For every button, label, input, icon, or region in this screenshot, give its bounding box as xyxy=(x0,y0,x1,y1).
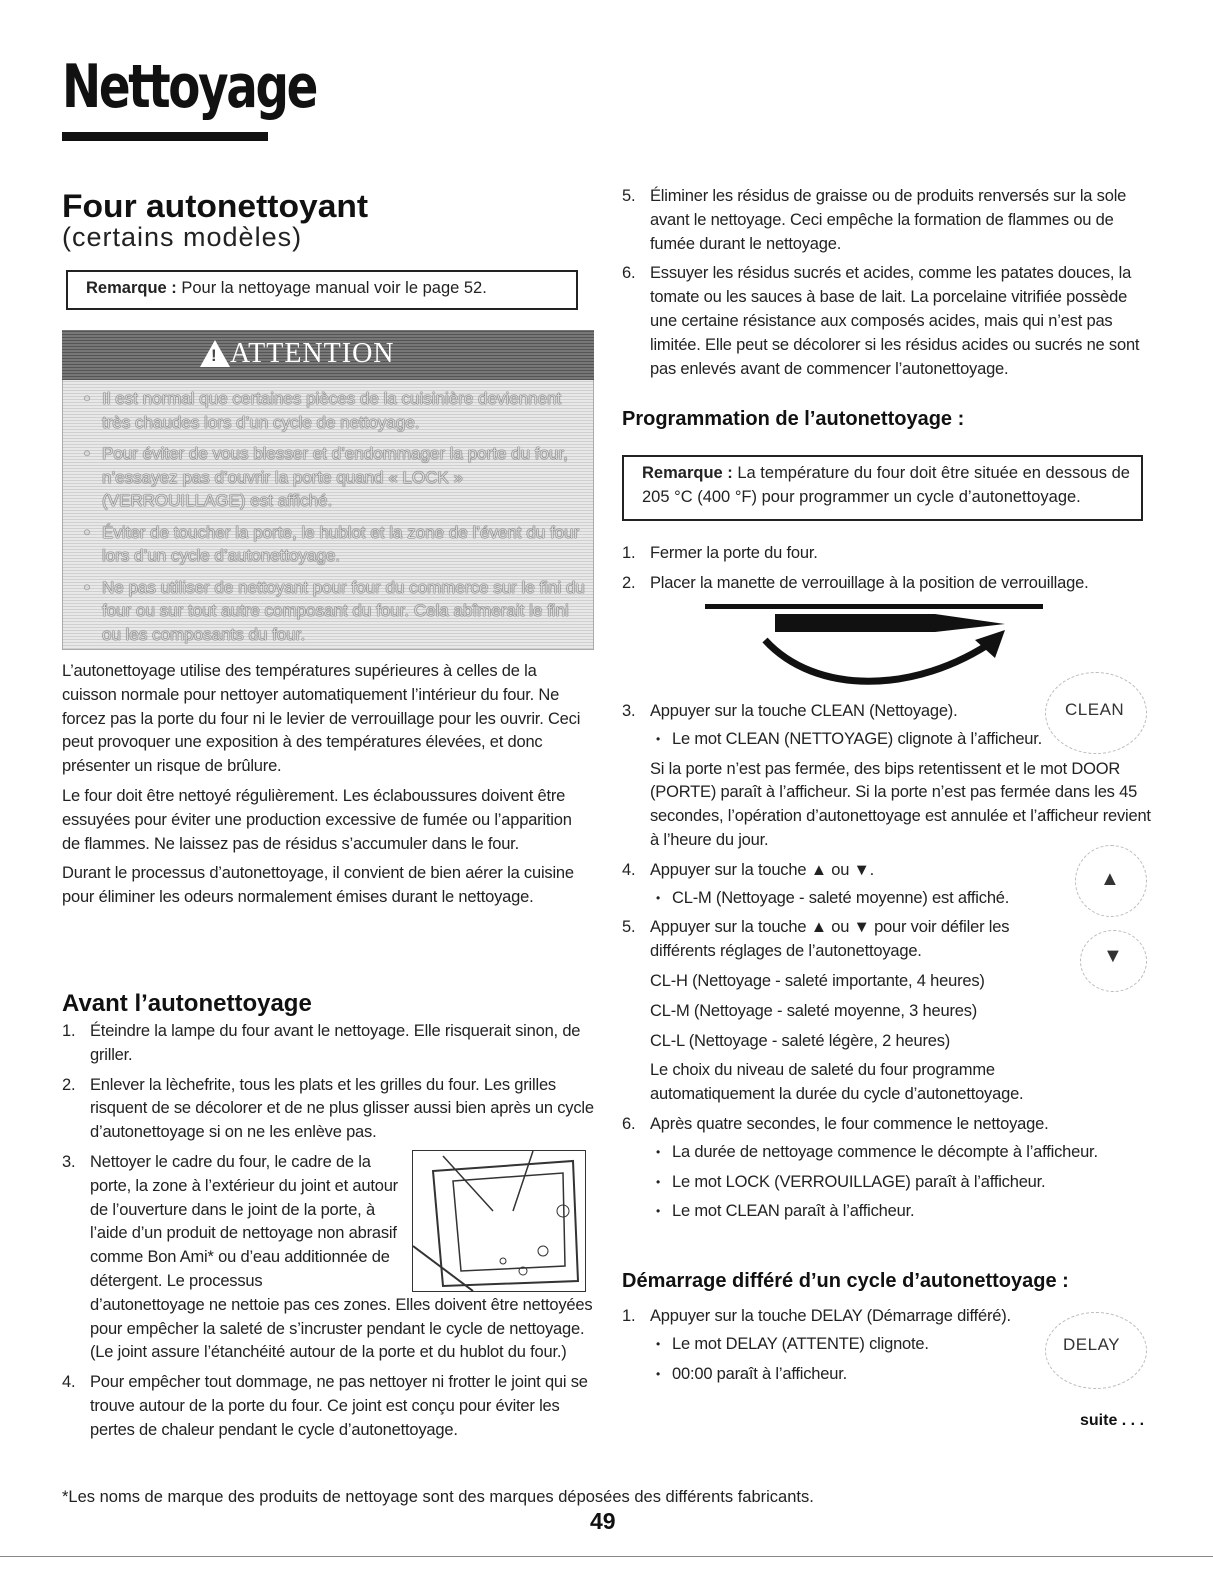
level-item: CL-M (Nettoyage - saleté moyenne, 3 heures) xyxy=(650,1001,978,1020)
step-number: 3. xyxy=(622,702,636,720)
delay-key-label: DELAY xyxy=(1063,1335,1120,1354)
step xyxy=(622,572,1152,596)
avant-heading: Avant l’autonettoyage xyxy=(62,990,312,1017)
prog-steps-1-2 xyxy=(622,542,1152,602)
bullet-item: • Le mot LOCK (VERROUILLAGE) paraît à l’afficheur. xyxy=(650,1171,1152,1195)
level-item: CL-H (Nettoyage - saleté importante, 4 heures) xyxy=(650,971,985,990)
step xyxy=(622,859,1152,911)
down-arrow-icon: ▼ xyxy=(1103,945,1123,967)
step-text: Éteindre la lampe du four avant le nettoyage. Elle risquerait sinon, de griller. xyxy=(90,1022,581,1064)
step xyxy=(62,1371,594,1442)
bullet-item: • Le mot CLEAN (NETTOYAGE) clignote à l’afficheur. xyxy=(650,728,1152,752)
step-text: Appuyer sur la touche DELAY (Démarrage différé). xyxy=(650,1307,1011,1325)
step-text: Après quatre secondes, le four commence le nettoyage. xyxy=(650,1114,1049,1133)
note-box xyxy=(66,270,578,310)
attention-item: • Éviter de toucher la porte, le hublot et la zone de l’évent du four lors d’un cycle d’autonettoyage. xyxy=(80,521,590,568)
page-number: 49 xyxy=(590,1508,616,1534)
step-number: 2. xyxy=(622,573,636,592)
attention-list xyxy=(80,387,590,654)
delay-heading: Démarrage différé d’un cycle d’autonettoyage : xyxy=(622,1270,1069,1292)
step-number: 1. xyxy=(622,1307,636,1325)
step-text: Essuyer les résidus sucrés et acides, comme les patates douces, la tomate ou les sauces à base de lait. La porcelaine vitrifiée possède une certaine résistance aux composés acides, mais qui n’est pas limitée. Elle peut se décolorer si les résidus acides ou sucrés ne sont pas enlevés avant de commencer l’autonettoyage. xyxy=(650,264,1140,378)
note-text: Pour la nettoyage manual voir le page 52. xyxy=(176,279,487,297)
attention-item: • Il est normal que certaines pièces de la cuisinière deviennent très chaudes lors d’un cycle de nettoyage. xyxy=(80,387,590,434)
lock-lever-drawing xyxy=(705,600,1045,690)
step-number: 6. xyxy=(622,1114,636,1133)
step xyxy=(622,185,1152,256)
step-number: 5. xyxy=(622,187,636,205)
oven-door-illustration xyxy=(412,1150,586,1292)
title-underline xyxy=(62,132,268,141)
bullet-item: • La durée de nettoyage commence le décompte à l’afficheur. xyxy=(650,1141,1152,1165)
oven-door-drawing xyxy=(413,1151,585,1291)
clean-key-label: CLEAN xyxy=(1065,700,1125,719)
step-text: Éliminer les résidus de graisse ou de produits renversés sur la sole avant le nettoyage. Ceci empêche la formation de flammes ou de fumée durant le nettoyage. xyxy=(650,187,1127,253)
step-number: 3. xyxy=(62,1152,76,1171)
step-number: 1. xyxy=(62,1022,76,1040)
step-number: 5. xyxy=(622,918,636,937)
attention-item: • Pour éviter de vous blesser et d’endommager la porte du four, n’essayez pas d’ouvrir la porte quand « LOCK » (VERROUILLAGE) est affiché. xyxy=(80,442,590,513)
bullet-item: • CL-M (Nettoyage - saleté moyenne) est affiché. xyxy=(650,887,1152,911)
paragraph: Durant le processus d’autonettoyage, il convient de bien aérer la cuisine pour éliminer les odeurs normalement émises durant le nettoyage. xyxy=(62,864,574,907)
page-title: Nettoyage xyxy=(62,52,317,122)
bullet-item: • Le mot CLEAN paraît à l’afficheur. xyxy=(650,1200,1152,1224)
step xyxy=(622,916,1152,1107)
lock-lever-illustration xyxy=(705,600,1045,690)
footnote: *Les noms de marque des produits de nettoyage sont des marques déposées des différents fabricants. xyxy=(62,1488,814,1506)
step-number: 4. xyxy=(622,860,636,879)
note-box xyxy=(622,455,1143,521)
step-text: Appuyer sur la touche ▲ ou ▼ pour voir défiler les différents réglages de l’autonettoyage. xyxy=(650,918,1010,961)
bullet-item: • Le mot DELAY (ATTENTE) clignote. xyxy=(650,1333,1152,1357)
section-heading: Four autonettoyant xyxy=(62,188,369,224)
programmation-heading: Programmation de l’autonettoyage : xyxy=(622,408,965,430)
step-number: 6. xyxy=(622,264,636,283)
step-number: 2. xyxy=(62,1075,76,1094)
section-subheading: (certains modèles) xyxy=(62,222,303,252)
up-arrow-icon: ▲ xyxy=(1100,868,1120,890)
step-text: Pour empêcher tout dommage, ne pas nettoyer ni frotter le joint qui se trouve autour de la porte du four. Ce joint est conçu pour éviter les pertes de chaleur pendant le cycle d’autonettoyage. xyxy=(90,1373,588,1439)
step-paragraph: Si la porte n’est pas fermée, des bips retentissent et le mot DOOR (PORTE) paraît à l’afficheur. Si la porte n’est pas fermée dans les 45 secondes, l’opération d’autonettoyage est annulée et l’afficheur revient à l’heure du jour. xyxy=(650,759,1151,849)
bullet-item: • 00:00 paraît à l’afficheur. xyxy=(650,1363,1152,1387)
bottom-rule xyxy=(0,1556,1213,1557)
note-label: Remarque : xyxy=(642,464,733,482)
step xyxy=(622,1113,1152,1224)
intro-paragraphs xyxy=(62,660,592,916)
note-text: La température du four doit être située en dessous de 205 °C (400 °F) pour programmer un cycle d’autonettoyage. xyxy=(642,464,1130,506)
paragraph: L’autonettoyage utilise des températures supérieures à celles de la cuisson normale pour nettoyer automatiquement l’intérieur du four. Ne forcez pas la porte du four ni le levier de verrouillage pour les ouvrir. Ceci peut provoquer une exposition à des températures élevées, et donc présenter un risque de brûlure. xyxy=(62,662,581,776)
step-paragraph: Le choix du niveau de saleté du four programme automatiquement la durée du cycle d’autonettoyage. xyxy=(650,1061,1024,1104)
attention-title: ATTENTION xyxy=(230,338,395,369)
prog-steps-3-6 xyxy=(622,700,1152,1230)
exclamation-icon: ! xyxy=(211,346,217,365)
step xyxy=(62,1020,594,1068)
step-text: Appuyer sur la touche CLEAN (Nettoyage). xyxy=(650,702,958,720)
attention-item: • Ne pas utiliser de nettoyant pour four du commerce sur le fini du four ou sur tout autre composant du four. Cela abîmerait le fini ou les composants du four. xyxy=(80,576,590,647)
note-label: Remarque : xyxy=(86,279,177,297)
step xyxy=(62,1074,594,1145)
paragraph: Le four doit être nettoyé régulièrement. Les éclaboussures doivent être essuyées pour éviter une production excessive de fumée ou l’apparition de flammes. Ne laissez pas de résidus s’accumuler dans le four. xyxy=(62,786,572,853)
step-text: Placer la manette de verrouillage à la position de verrouillage. xyxy=(650,573,1089,592)
step-number: 1. xyxy=(622,544,636,562)
level-item: CL-L (Nettoyage - saleté légère, 2 heures) xyxy=(650,1031,951,1050)
step-text: Nettoyer le cadre du four, le cadre de la porte, la zone à l’extérieur du joint et autour de l’ouverture dans le joint de la porte, à l’aide d’un produit de nettoyage non abrasif comme Bon Ami* ou d’eau additionnée de détergent. Le processus xyxy=(90,1152,398,1290)
step-text: Enlever la lèchefrite, tous les plats et les grilles du four. Les grilles risquent de se décolorer et de ne plus glisser aussi bien après un cycle d’autonettoyage si on ne les enlève pas. xyxy=(90,1075,594,1142)
step xyxy=(622,542,1152,566)
right-top-steps xyxy=(622,185,1152,387)
step xyxy=(622,262,1152,381)
step-text: Fermer la porte du four. xyxy=(650,544,818,562)
step-text-continued: d’autonettoyage ne nettoie pas ces zones. Elles doivent être nettoyées pour empêcher la saleté de s’incruster pendant le cycle de nettoyage. (Le joint assure l’étanchéité autour de la porte et du hublot du four.) xyxy=(90,1295,593,1362)
step-number: 4. xyxy=(62,1373,76,1392)
step-text: Appuyer sur la touche ▲ ou ▼. xyxy=(650,860,875,879)
continued-label: suite . . . xyxy=(1080,1412,1145,1429)
